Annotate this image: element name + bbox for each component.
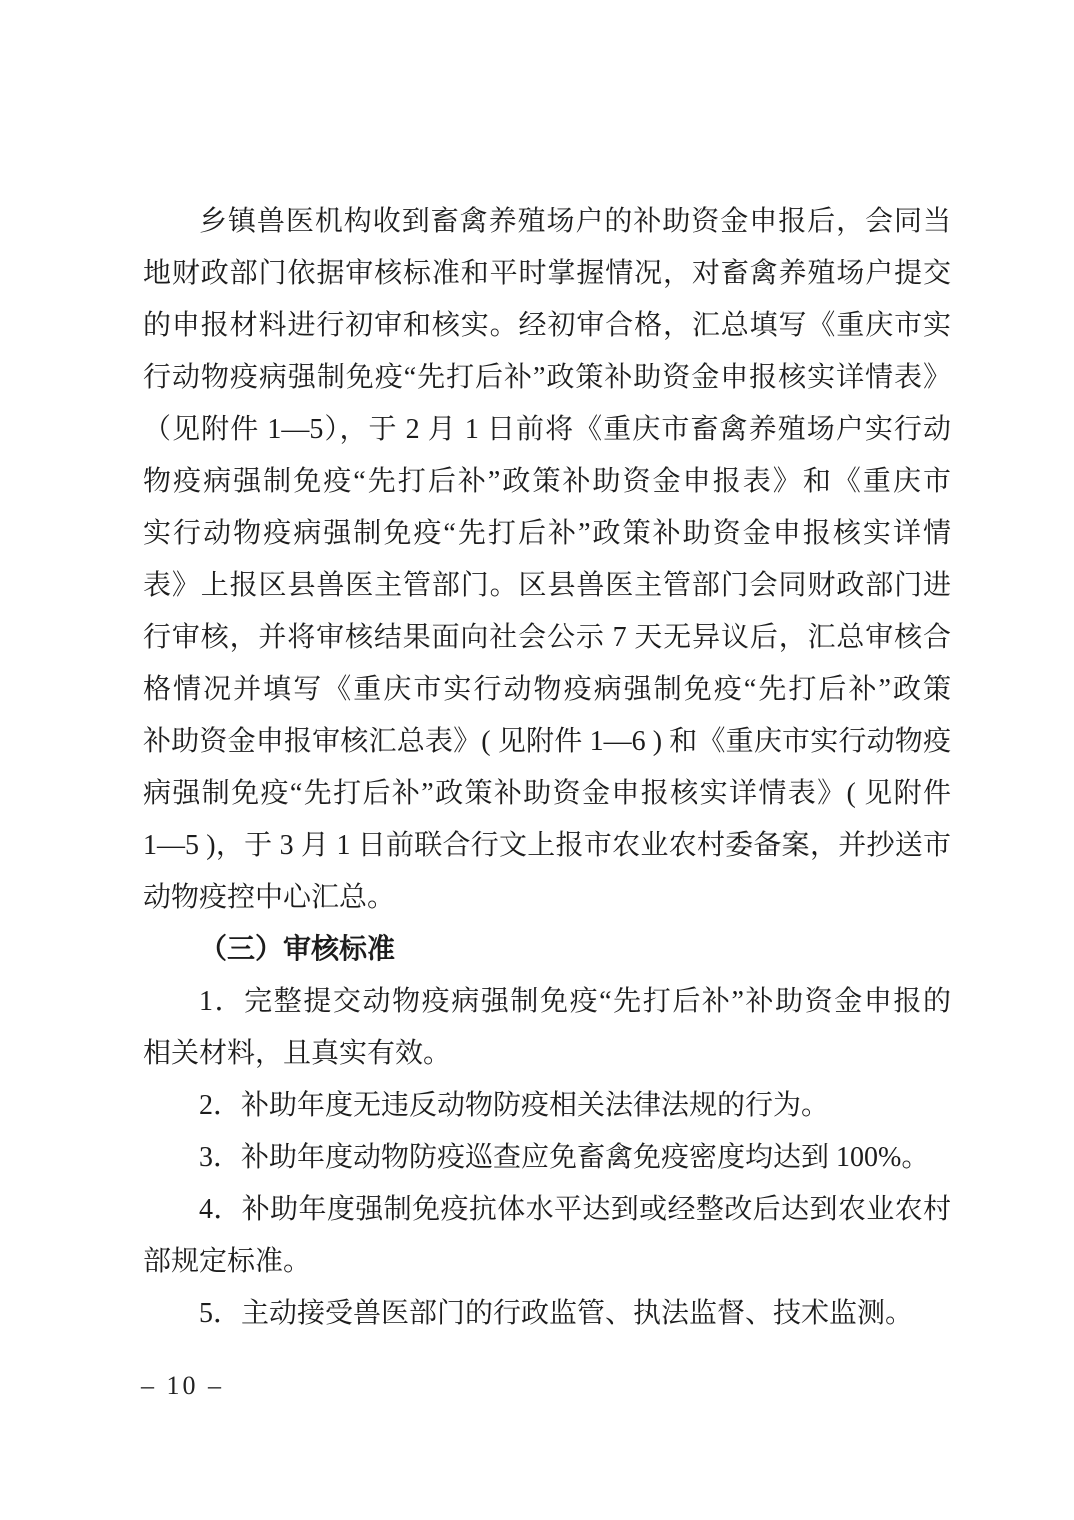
text-line: 乡镇兽医机构收到畜禽养殖场户的补助资金申报后，会同当 xyxy=(199,206,951,237)
text-line: 行动物疫病强制免疫“先打后补”政策补助资金申报核实详情表》 xyxy=(143,362,951,393)
text-line: 表》上报区县兽医主管部门。区县兽医主管部门会同财政部门进 xyxy=(143,570,951,601)
text-line: 地财政部门依据审核标准和平时掌握情况，对畜禽养殖场户提交 xyxy=(143,258,951,289)
text-line: 补助资金申报审核汇总表》( 见附件 1—6 ) 和《重庆市实行动物疫 xyxy=(143,726,951,757)
text-line: 相关材料，且真实有效。 xyxy=(143,1038,452,1069)
section-heading: （三）审核标准 xyxy=(199,934,396,965)
text-line: 的申报材料进行初审和核实。经初审合格，汇总填写《重庆市实 xyxy=(143,310,951,341)
text-line: 5．主动接受兽医部门的行政监管、执法监督、技术监测。 xyxy=(199,1298,914,1329)
text-line: 1—5 )，于 3 月 1 日前联合行文上报市农业农村委备案，并抄送市 xyxy=(143,830,951,861)
text-line: 部规定标准。 xyxy=(143,1246,312,1277)
text-line: 动物疫控中心汇总。 xyxy=(143,882,396,913)
text-line: 实行动物疫病强制免疫“先打后补”政策补助资金申报核实详情 xyxy=(143,518,951,549)
text-line: 4．补助年度强制免疫抗体水平达到或经整改后达到农业农村 xyxy=(199,1194,951,1225)
text-line: 行审核，并将审核结果面向社会公示 7 天无异议后，汇总审核合 xyxy=(143,622,951,653)
text-line: 病强制免疫“先打后补”政策补助资金申报核实详情表》( 见附件 xyxy=(143,778,951,809)
text-line: 格情况并填写《重庆市实行动物疫病强制免疫“先打后补”政策 xyxy=(143,674,951,705)
text-line: 1．完整提交动物疫病强制免疫“先打后补”补助资金申报的 xyxy=(199,986,951,1017)
text-line: （见附件 1—5），于 2 月 1 日前将《重庆市畜禽养殖场户实行动 xyxy=(143,414,951,445)
text-line: 物疫病强制免疫“先打后补”政策补助资金申报表》和《重庆市 xyxy=(143,466,951,497)
text-line: 2．补助年度无违反动物防疫相关法律法规的行为。 xyxy=(199,1090,830,1121)
document-body xyxy=(143,196,951,1340)
page-number: – 10 – xyxy=(141,1371,224,1400)
text-line: 3．补助年度动物防疫巡查应免畜禽免疫密度均达到 100%。 xyxy=(199,1142,930,1173)
